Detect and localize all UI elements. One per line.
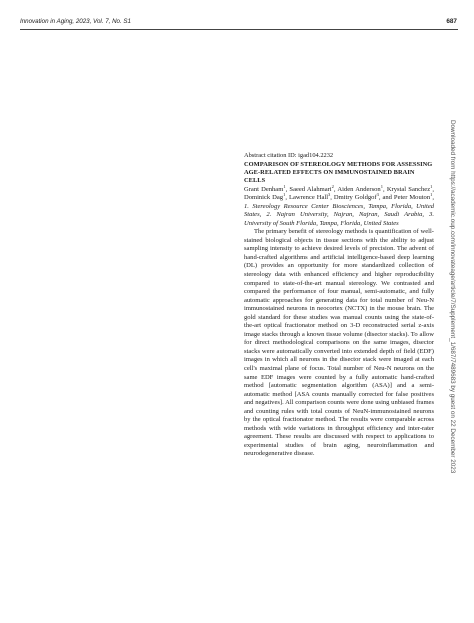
journal-header: Innovation in Aging, 2023, Vol. 7, No. S1 (20, 18, 131, 25)
author-name: Peter Mouton (393, 194, 431, 202)
author-separator: , (285, 194, 289, 202)
abstract-body: The primary benefit of stereology methods is quantification of well-stained biological objects in tissue sections with the ability to adjust sampling intensity to achieve desired levels of precision. The advent of hand-crafted algorithms and artificial intelligence-based deep learning (DL) provides an opportunity for more standardized collection of stereology data with enhanced efficiency and higher reproducibility compared to state-of-the-art manual stereology. We contrasted and compared the performance of four manual, semi-automatic, and fully automatic approaches for generating data for total number of Neu-N immunostained neurons in neocortex (NCTX) in the mouse brain. The gold standard for these studies was manual counts using the state-of-the-art optical fractionator method on 3-D reconstructed serial z-axis image stacks through a known tissue volume (disector stacks). To allow for direct methodological comparisons on the same images, disector stacks were automatically converted into extended depth of field (EDF) images in which all neurons in the disector stack were imaged at each cell's maximal plane of focus. Total number of Neu-N neurons on the same EDF images were counted by a fully automatic hand-crafted method [automatic segmentation algorithm (ASA)] and a semi-automatic method [ASA counts manually corrected for false positives and negatives]. All comparison counts were done using unbiased frames and counting rules with total counts of NeuN-immunostained neurons by the optical fractionator method. The results were comparable across methods with wide variations in throughput efficiency and inter-rater agreement. These results are discussed with respect to applications to experimental studies of brain aging, neuroinflammation and neurodegenerative disease. (244, 228, 434, 458)
author-separator: , (382, 185, 387, 193)
author-separator: , and (378, 194, 394, 202)
citation-id: Abstract citation ID: igad104.2232 (244, 152, 334, 159)
author-list (244, 183, 435, 202)
author-affiliation-marker: 1 (283, 191, 286, 197)
author-separator: , (285, 185, 290, 193)
author-separator: , (330, 194, 334, 202)
author-affiliation-marker: 1 (430, 191, 433, 197)
author-affiliation-marker: 3 (328, 191, 331, 197)
author-affiliation-marker: 1 (283, 183, 286, 189)
author-name: Aiden Anderson (337, 185, 381, 193)
author-name: Dmitry Goldgof (333, 194, 377, 202)
author-separator: , (333, 185, 338, 193)
author-affiliation-marker: 3 (376, 191, 379, 197)
author-name: Lawrence Hall (288, 194, 329, 202)
page-number: 687 (446, 18, 457, 25)
header-divider (20, 29, 458, 30)
author-separator: , (432, 194, 434, 202)
article-title: COMPARISON OF STEREOLOGY METHODS FOR ASSESSING AGE-RELATED EFFECTS ON IMMUNOSTAINED BRAIN CELLS (244, 160, 433, 185)
author-name: Dominick Dag (244, 194, 284, 202)
author-name: Krystal Sanchez (386, 185, 431, 193)
author-block (244, 183, 435, 229)
abstract-article (244, 152, 434, 459)
author-name: Saeed Alahmari (289, 185, 332, 193)
author-affiliation-marker: 1 (380, 183, 383, 189)
author-affiliation-marker: 1 (430, 183, 433, 189)
author-name: Grant Denham (244, 185, 284, 193)
affiliations: 1. Stereology Resource Center Biosciences, Tampa, Florida, United States, 2. Najran University, Najran, Najran, Saudi Arabia, 3. University of South Florida, Tampa, Florida, United States (244, 202, 434, 227)
author-separator: , (432, 185, 435, 193)
download-watermark: Downloaded from https://academic.oup.com/innovateage/article/7/Supplement_1/687/7489683 by guest on 22 December 2023 (449, 120, 456, 474)
author-affiliation-marker: 2 (331, 183, 334, 189)
